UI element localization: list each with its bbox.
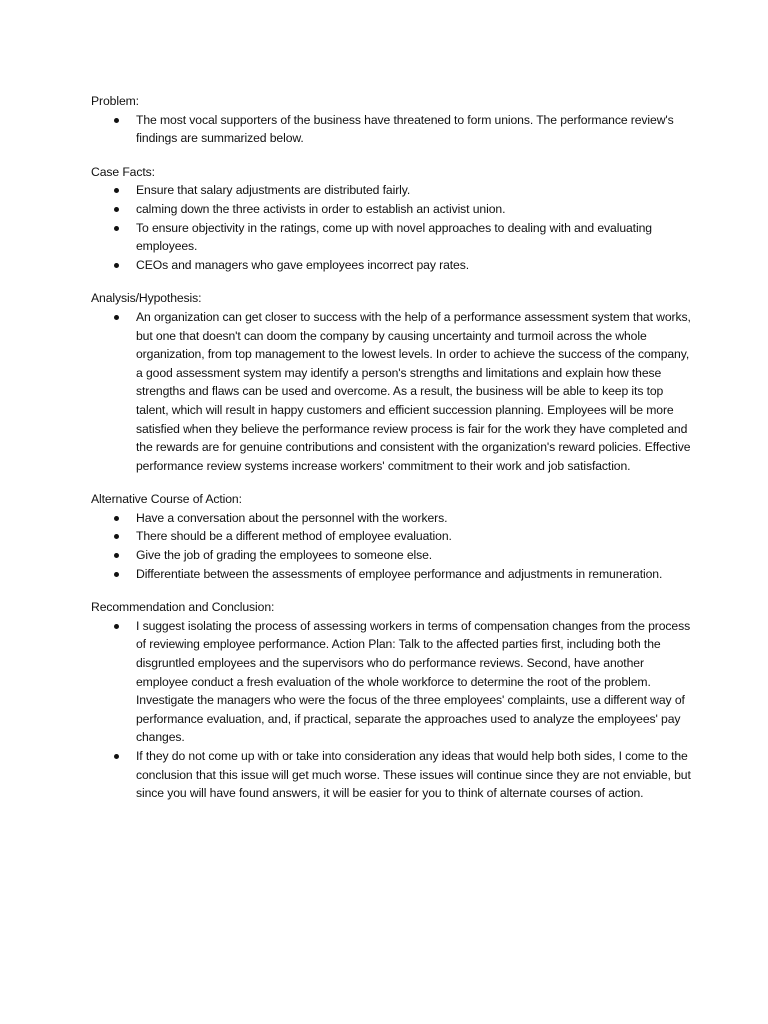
bullet-icon (114, 516, 119, 521)
section-alternative-course (91, 490, 691, 583)
bullet-text: Ensure that salary adjustments are distributed fairly. (136, 183, 411, 198)
bullet-icon (114, 624, 119, 629)
bullet-item (91, 111, 691, 148)
section-analysis-hypothesis (91, 289, 691, 475)
section-heading: Case Facts: (91, 164, 155, 179)
bullet-text: If they do not come up with or take into consideration any ideas that would help both sides, I come to the conclusion that this issue will get much worse. These issues will continue since they are not enviable, but since you will have found answers, it will be easier for you to think of alternate courses of action. (136, 749, 691, 801)
bullet-list (91, 308, 691, 475)
bullet-item (91, 219, 691, 256)
bullet-text: Have a conversation about the personnel with the workers. (136, 510, 448, 525)
bullet-icon (114, 754, 119, 759)
section-heading: Analysis/Hypothesis: (91, 291, 202, 306)
section-heading: Problem: (91, 94, 139, 108)
bullet-text: calming down the three activists in order to establish an activist union. (136, 201, 506, 216)
bullet-icon (114, 188, 119, 193)
bullet-list (91, 111, 691, 148)
bullet-text: The most vocal supporters of the business have threatened to form unions. The performance review's findings are summarized below. (136, 112, 674, 146)
bullet-icon (114, 207, 119, 212)
section-recommendation-conclusion (91, 598, 691, 803)
bullet-text: Give the job of grading the employees to someone else. (136, 548, 433, 563)
bullet-text: CEOs and managers who gave employees incorrect pay rates. (136, 257, 470, 272)
section-heading: Recommendation and Conclusion: (91, 600, 275, 615)
bullet-list (91, 181, 691, 274)
bullet-item (91, 546, 691, 565)
bullet-icon (114, 534, 119, 539)
bullet-item (91, 565, 691, 584)
bullet-list (91, 617, 691, 803)
bullet-item (91, 617, 691, 747)
bullet-icon (114, 572, 119, 577)
bullet-icon (114, 263, 119, 268)
section-case-facts (91, 163, 691, 275)
bullet-text: To ensure objectivity in the ratings, come up with novel approaches to dealing with and evaluating employees. (136, 220, 652, 254)
section-problem (91, 92, 691, 148)
bullet-text: I suggest isolating the process of assessing workers in terms of compensation changes from the process of reviewing employee performance. Action Plan: Talk to the affected parties first, including both the disgruntled employees and the supervisors who do performance reviews. Second, have another employee conduct a fresh evaluation of the whole workforce to determine the root of the problem. Investigate the managers who were the focus of the three employees' complaints, use a different way of performance evaluation, and, if practical, separate the approaches used to analyze the employees' pay changes. (136, 618, 691, 745)
bullet-item (91, 308, 691, 475)
bullet-item (91, 509, 691, 528)
bullet-item (91, 256, 691, 275)
bullet-text: There should be a different method of employee evaluation. (136, 529, 452, 544)
bullet-icon (114, 226, 119, 231)
bullet-icon (114, 553, 119, 558)
bullet-item (91, 200, 691, 219)
bullet-text: Differentiate between the assessments of employee performance and adjustments in remuneration. (136, 566, 663, 581)
document-page (91, 92, 691, 803)
bullet-icon (114, 118, 119, 123)
bullet-text: An organization can get closer to success with the help of a performance assessment system that works, but one that doesn't can doom the company by causing uncertainty and turmoil across the whole organization, from top management to the lowest levels. In order to achieve the success of the company, a good assessment system may identify a person's strengths and limitations and explain how these strengths and flaws can be used and overcome. As a result, the business will be able to keep its top talent, which will result in happy customers and efficient succession planning. Employees will be more satisfied when they believe the performance review process is fair for the work they have completed and the rewards are for genuine contributions and consistent with the organization's reward policies. Effective performance review systems increase workers' commitment to their work and job satisfaction. (136, 309, 691, 473)
bullet-icon (114, 315, 119, 320)
bullet-list (91, 509, 691, 583)
bullet-item (91, 527, 691, 546)
bullet-item (91, 181, 691, 200)
section-heading: Alternative Course of Action: (91, 492, 242, 507)
bullet-item (91, 747, 691, 803)
